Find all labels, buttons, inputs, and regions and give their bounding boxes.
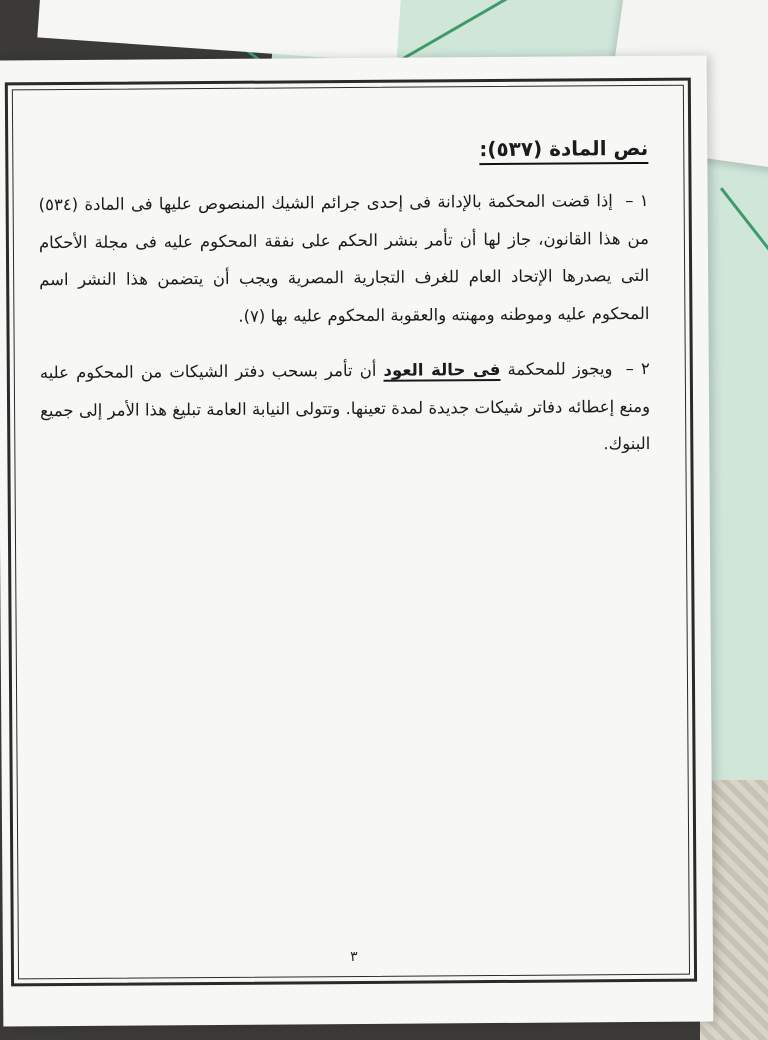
paragraph-2-text-after: أن تأمر بسحب دفتر الشيكات من المحكوم عليه ومنع إعطائه دفاتر شيكات جديدة لمدة تعينها. وتتولى النيابة العامة تبليغ هذا الأمر إلى جميع البنوك.: [39, 360, 651, 454]
paragraph-1-text: إذا قضت المحكمة بالإدانة فى إحدى جرائم الشيك المنصوص عليها فى المادة (٥٣٤) من هذا القانون، جاز لها أن تأمر بنشر الحكم على نفقة المحكوم عليه فى مجلة الأحكام التى يصدرها الإتحاد العام للغرف التجارية المصرية ويجب أن يتضمن هذا النشر اسم المحكوم عليه وموطنه ومهنته والعقوبة المحكوم عليه بها (٧).: [38, 191, 650, 326]
paragraph-2-text-before: ويجوز للمحكمة: [500, 359, 613, 379]
paragraph-2-emphasis: فى حالة العود: [383, 359, 501, 380]
paragraph-1-number: ١ –: [625, 190, 649, 211]
page-number: ٣: [350, 948, 358, 966]
article-heading: نص المادة (٥٣٧):: [479, 136, 648, 165]
document-content: [38, 136, 650, 485]
paragraph-2-number: ٢ –: [625, 358, 650, 379]
page-border: [5, 78, 697, 987]
paragraph-2: [40, 350, 651, 467]
paragraph-1: [39, 182, 650, 336]
white-paper-background: [37, 0, 402, 62]
document-page: [0, 56, 713, 1027]
